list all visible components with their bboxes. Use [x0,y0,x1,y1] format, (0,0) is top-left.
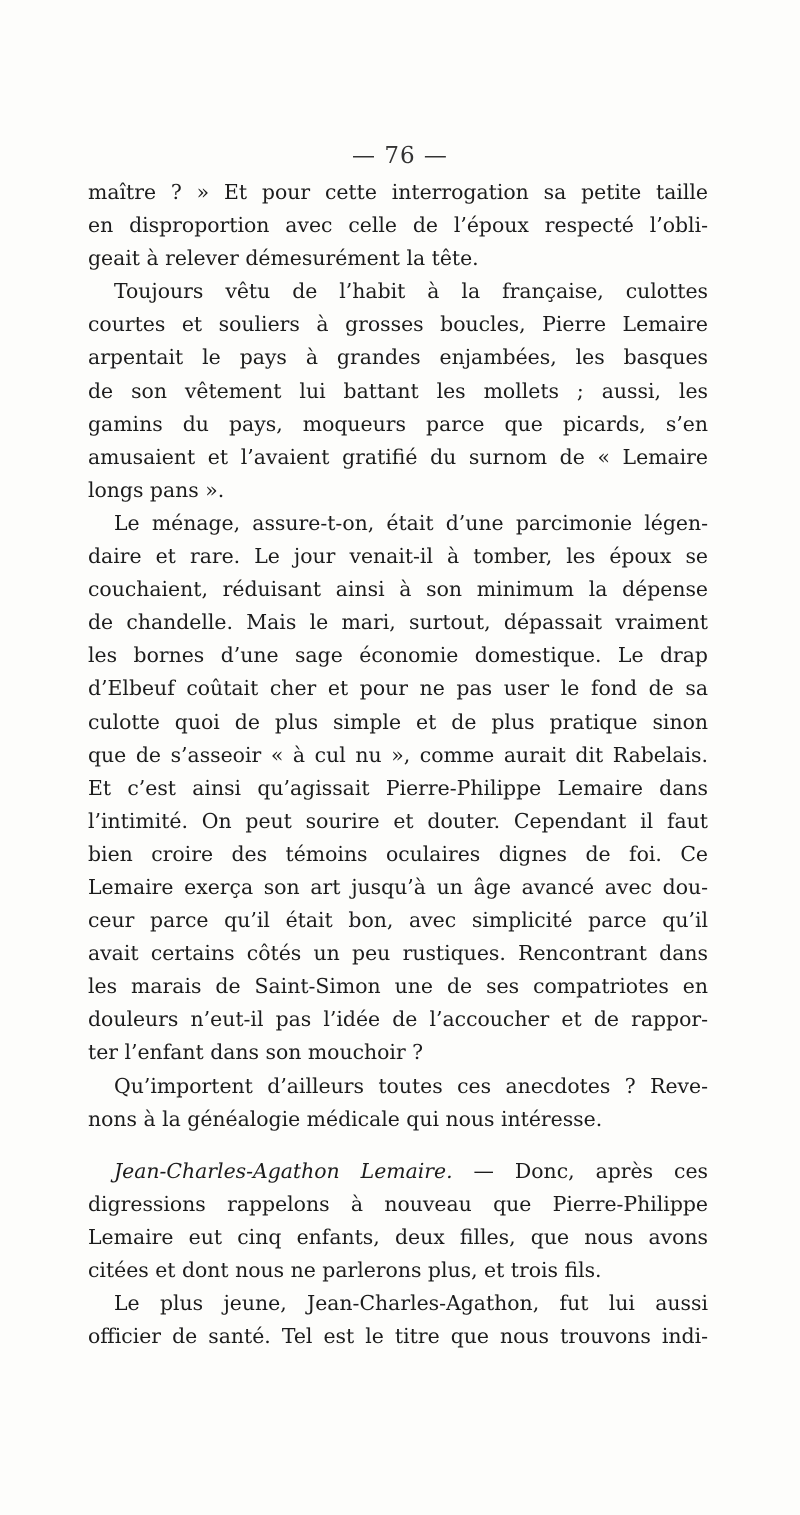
text-line: maître ? » Et pour cette interrogation sa petite taille [88,180,708,204]
text-line: couchaient, réduisant ainsi à son minimum la dépense [88,577,708,602]
text-line: de son vêtement lui battant les mollets ; aussi, les [88,378,708,403]
text-line: Le plus jeune, Jean-Charles-Agathon, fut lui aussi [114,1291,708,1316]
page-number: — 76 — [352,143,448,169]
text-line: digressions rappelons à nouveau que Pierre-Philippe [88,1191,708,1216]
text-line: l’intimité. On peut sourire et douter. Cependant il faut [88,808,708,833]
text-line: culotte quoi de plus simple et de plus pratique sinon [88,709,708,734]
body-text [88,176,708,1353]
text-line: bien croire des témoins oculaires dignes de foi. Ce [88,841,708,866]
text-line: amusaient et l’avaient gratifié du surnom de « Lemaire [88,444,708,469]
text-line: avait certains côtés un peu rustiques. Rencontrant dans [88,941,708,966]
text-line: geait à relever démesurément la tête. [88,246,479,271]
text-line: les marais de Saint-Simon une de ses compatriotes en [88,974,708,999]
text-line: Et c’est ainsi qu’agissait Pierre-Philippe Lemaire dans [88,775,708,800]
text-line: Le ménage, assure-t-on, était d’une parcimonie légen- [114,510,708,535]
section-heading-line [88,1155,708,1188]
text-line: que de s’asseoir « à cul nu », comme aurait dit Rabelais. [88,742,708,767]
text-line: ter l’enfant dans son mouchoir ? [88,1040,424,1065]
text-line: courtes et souliers à grosses boucles, Pierre Lemaire [88,312,708,337]
section-heading-continuation: — Donc, après ces [452,1158,708,1183]
text-line: nons à la généalogie médicale qui nous intéresse. [88,1106,603,1131]
text-line: citées et dont nous ne parlerons plus, et trois fils. [88,1258,602,1282]
text-line: daire et rare. Le jour venait-il à tomber, les époux se [88,544,708,569]
text-line: Lemaire exerça son art jusqu’à un âge avancé avec dou- [88,874,708,899]
text-line: Qu’importent d’ailleurs toutes ces anecdotes ? Reve- [114,1073,708,1098]
text-line: douleurs n’eut-il pas l’idée de l’accoucher et de rappor- [88,1007,708,1032]
text-line: Toujours vêtu de l’habit à la française, culottes [114,279,708,304]
text-line: d’Elbeuf coûtait cher et pour ne pas user le fond de sa [88,676,708,701]
section-heading: Jean-Charles-Agathon Lemaire. [114,1158,453,1183]
text-line: officier de santé. Tel est le titre que nous trouvons indi- [88,1324,708,1349]
paragraph-gap [88,1136,708,1155]
text-line: Lemaire eut cinq enfants, deux filles, que nous avons [88,1224,708,1249]
text-line: longs pans ». [88,477,225,502]
text-line: arpentait le pays à grandes enjambées, les basques [88,345,708,370]
text-line: ceur parce qu’il était bon, avec simplicité parce qu’il [88,908,708,933]
text-line: les bornes d’une sage économie domestique. Le drap [88,643,708,668]
text-line: gamins du pays, moqueurs parce que picards, s’en [88,411,708,436]
text-line: en disproportion avec celle de l’époux respecté l’obli- [88,213,708,238]
text-line: de chandelle. Mais le mari, surtout, dépassait vraiment [88,610,708,635]
